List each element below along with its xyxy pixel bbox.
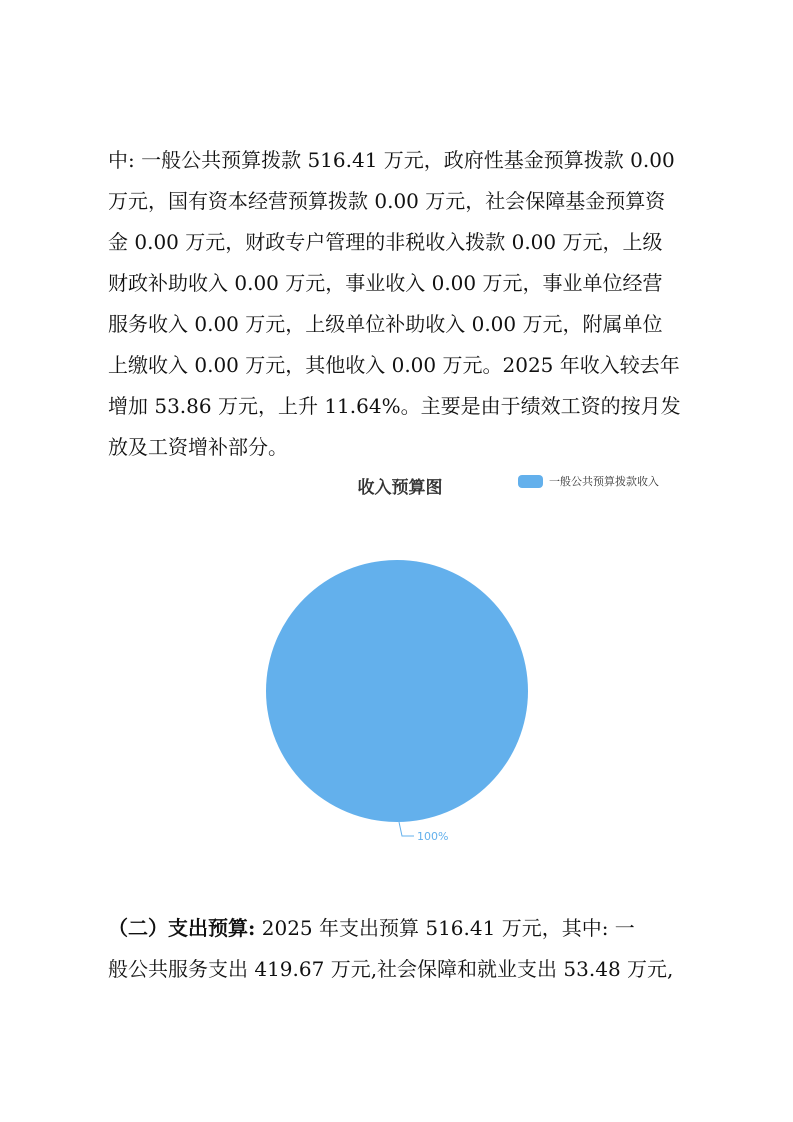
slice-leader-line (399, 822, 414, 836)
paragraph-line: 财政补助收入 0.00 万元，事业收入 0.00 万元，事业单位经营 (108, 271, 663, 295)
paragraph-line (108, 908, 688, 949)
expenditure-paragraph (108, 908, 688, 990)
paragraph-line: 上缴收入 0.00 万元，其他收入 0.00 万元。2025 年收入较去年 (108, 353, 680, 377)
paragraph-line: 服务收入 0.00 万元，上级单位补助收入 0.00 万元，附属单位 (108, 312, 663, 336)
paragraph-line: 万元，国有资本经营预算拨款 0.00 万元，社会保障基金预算资 (108, 189, 666, 213)
paragraph-line: 般公共服务支出 419.67 万元,社会保障和就业支出 53.48 万元, (108, 957, 674, 981)
paragraph-line: 金 0.00 万元，财政专户管理的非税收入拨款 0.00 万元，上级 (108, 230, 663, 254)
pie-slice (266, 560, 528, 822)
paragraph-line: 增加 53.86 万元，上升 11.64%。主要是由于绩效工资的按月发 (108, 394, 681, 418)
legend-label: 一般公共预算拨款收入 (549, 475, 659, 488)
paragraph-text: 2025 年支出预算 516.41 万元，其中: 一 (261, 916, 635, 940)
paragraph-line: 放及工资增补部分。 (108, 435, 288, 459)
chart-title: 收入预算图 (357, 478, 443, 498)
paragraph-line: 中: 一般公共预算拨款 516.41 万元，政府性基金预算拨款 0.00 (108, 148, 675, 172)
section-heading: （二）支出预算: (108, 916, 256, 940)
slice-label: 100% (417, 830, 449, 843)
